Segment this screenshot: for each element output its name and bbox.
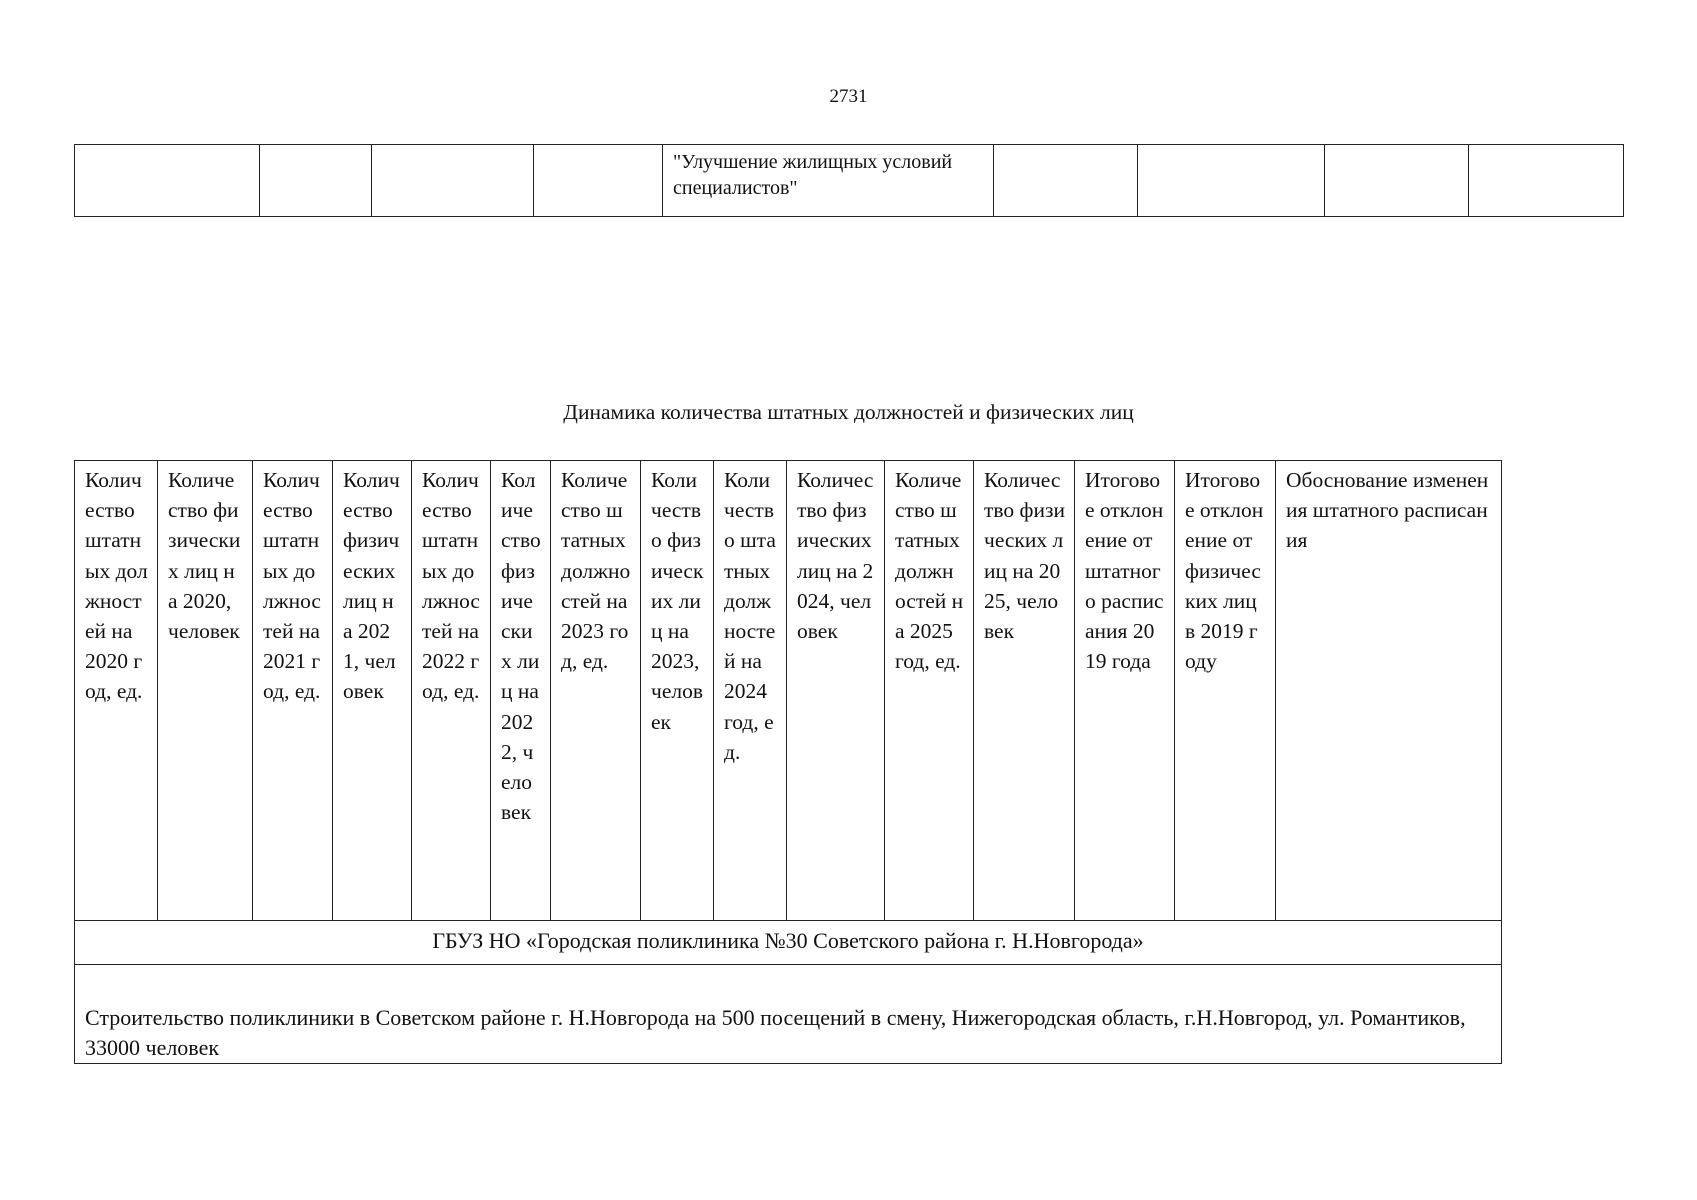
column-header: Количество штатных должностей на 2020 год, ед. [75,461,158,921]
table-cell [1325,145,1469,217]
header-row [75,461,1502,921]
column-header: Количество штатных должностей на 2021 год, ед. [253,461,333,921]
table-cell [1469,145,1624,217]
table-cell [534,145,663,217]
organization-name: ГБУЗ НО «Городская поликлиника №30 Советского района г. Н.Новгорода» [75,921,1502,965]
table-cell [994,145,1138,217]
column-header: Количество физических лиц на 2024, человек [787,461,885,921]
page-number: 2731 [829,86,868,107]
column-header: Итоговое отклонение от штатного расписания 2019 года [1075,461,1175,921]
column-header: Количество физических лиц на 2023, человек [641,461,714,921]
table-cell [75,145,260,217]
program-name-cell: "Улучшение жилищных условий специалистов" [663,145,994,217]
column-header: Количество штатных должностей на 2024 год, ед. [714,461,787,921]
table-cell [372,145,534,217]
column-header: Количество штатных должностей на 2023 год, ед. [551,461,641,921]
column-header: Количество физических лиц на 2025, человек [974,461,1075,921]
column-header: Обоснование изменения штатного расписания [1276,461,1502,921]
column-header: Количество штатных должностей на 2022 год, ед. [412,461,491,921]
column-header: Количество физических лиц на 2022, человек [491,461,551,921]
table-cell [260,145,372,217]
project-description: Строительство поликлиники в Советском районе г. Н.Новгорода на 500 посещений в смену, Нижегородская область, г.Н.Новгород, ул. Романтиков, 33000 человек [75,965,1502,1064]
table-row [75,145,1624,217]
section-title: Динамика количества штатных должностей и физических лиц [563,400,1134,424]
table-cell [1138,145,1325,217]
column-header: Количество физических лиц на 2020, человек [158,461,253,921]
column-header: Количество физических лиц на 2021, человек [333,461,412,921]
column-header: Количество штатных должностей на 2025 год, ед. [885,461,974,921]
staffing-dynamics-table [74,460,1502,1064]
continuation-table [74,144,1624,217]
organization-row [75,921,1502,965]
column-header: Итоговое отклонение от физических лиц в 2019 году [1175,461,1276,921]
project-row [75,965,1502,1064]
